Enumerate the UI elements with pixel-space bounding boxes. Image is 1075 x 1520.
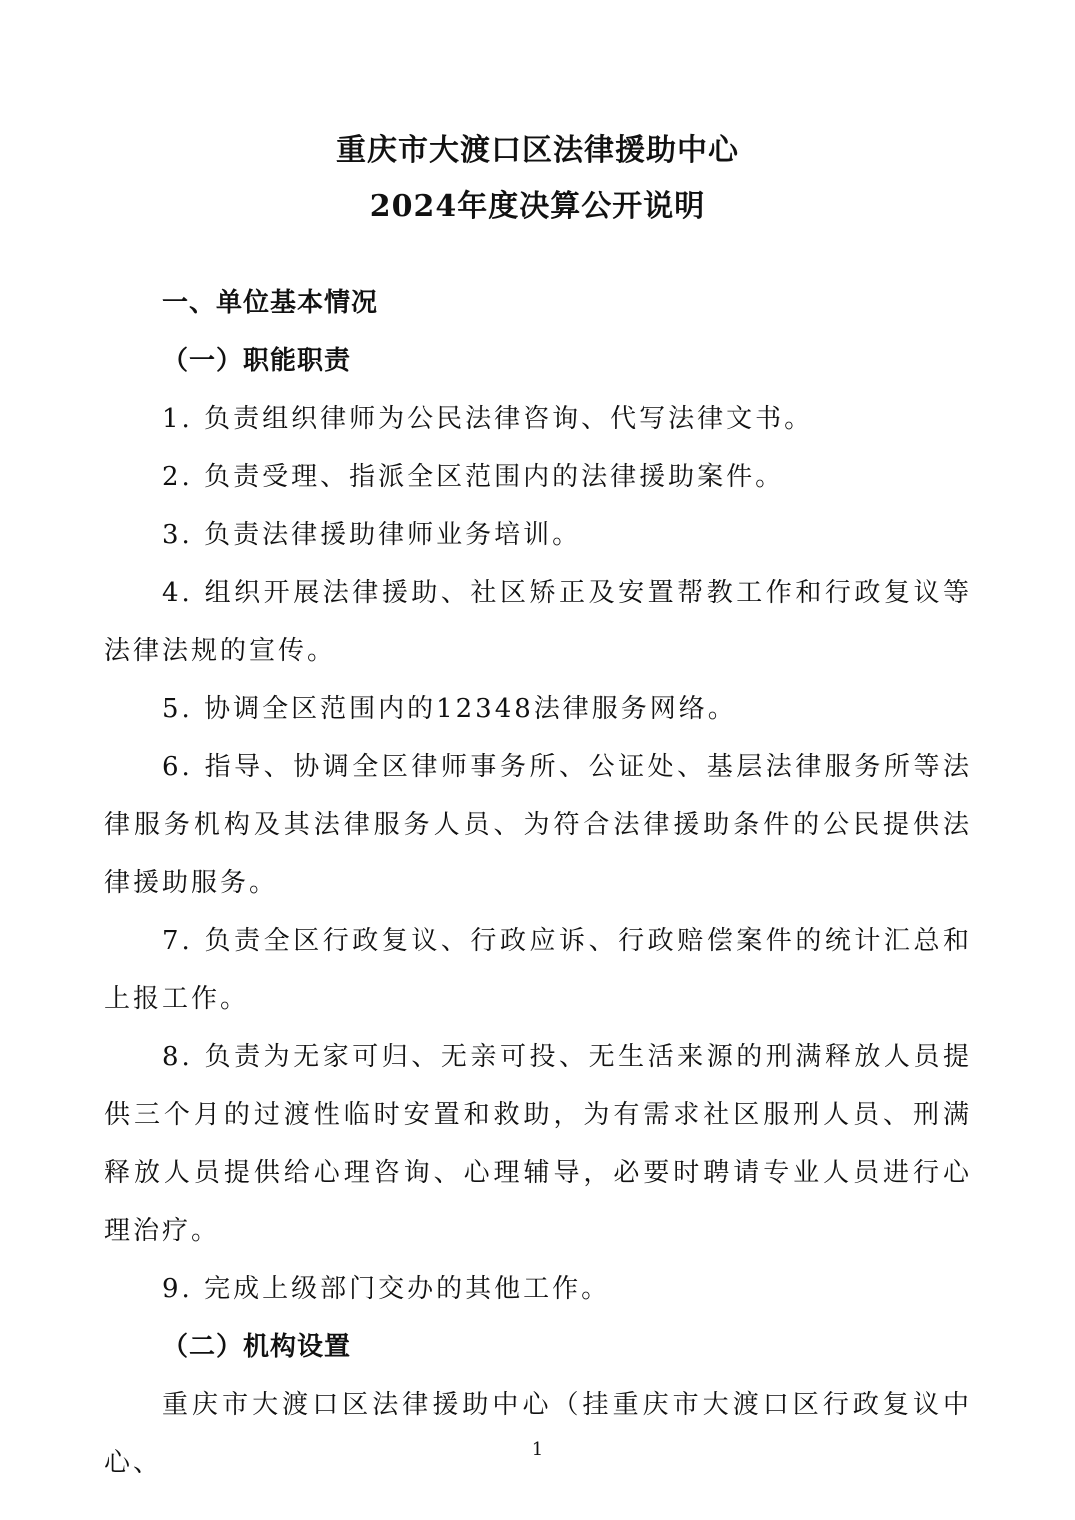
document-title-line2: 2024年度决算公开说明 bbox=[369, 189, 706, 224]
list-item: 8. 负责为无家可归、无亲可投、无生活来源的刑满释放人员提供三个月的过渡性临时安置和救助，为有需求社区服刑人员、刑满释放人员提供给心理咨询、心理辅导，必要时聘请专业人员进行心理治疗。 bbox=[104, 1042, 972, 1246]
list-item: 4. 组织开展法律援助、社区矫正及安置帮教工作和行政复议等法律法规的宣传。 bbox=[104, 578, 972, 666]
list-item: 6. 指导、协调全区律师事务所、公证处、基层法律服务所等法律服务机构及其法律服务人员、为符合法律援助条件的公民提供法律援助服务。 bbox=[104, 752, 972, 898]
list-item: 7. 负责全区行政复议、行政应诉、行政赔偿案件的统计汇总和上报工作。 bbox=[104, 926, 972, 1014]
list-item: 9. 完成上级部门交办的其他工作。 bbox=[162, 1274, 611, 1304]
document-title-line1: 重庆市大渡口区法律援助中心 bbox=[336, 133, 739, 168]
list-item: 5. 协调全区范围内的12348法律服务网络。 bbox=[162, 694, 737, 724]
organization-paragraph: 重庆市大渡口区法律援助中心（挂重庆市大渡口区行政复议中心、 bbox=[104, 1390, 972, 1478]
list-item: 3. 负责法律援助律师业务培训。 bbox=[162, 520, 582, 550]
list-item: 1. 负责组织律师为公民法律咨询、代写法律文书。 bbox=[162, 404, 814, 434]
subsection-heading-functions: （一）职能职责 bbox=[162, 346, 352, 376]
subsection-heading-organization: （二）机构设置 bbox=[162, 1332, 352, 1362]
section-heading-unit-basics: 一、单位基本情况 bbox=[162, 288, 379, 318]
document-body bbox=[104, 274, 972, 1492]
list-item: 2. 负责受理、指派全区范围内的法律援助案件。 bbox=[162, 462, 785, 492]
page-number: 1 bbox=[531, 1439, 544, 1460]
